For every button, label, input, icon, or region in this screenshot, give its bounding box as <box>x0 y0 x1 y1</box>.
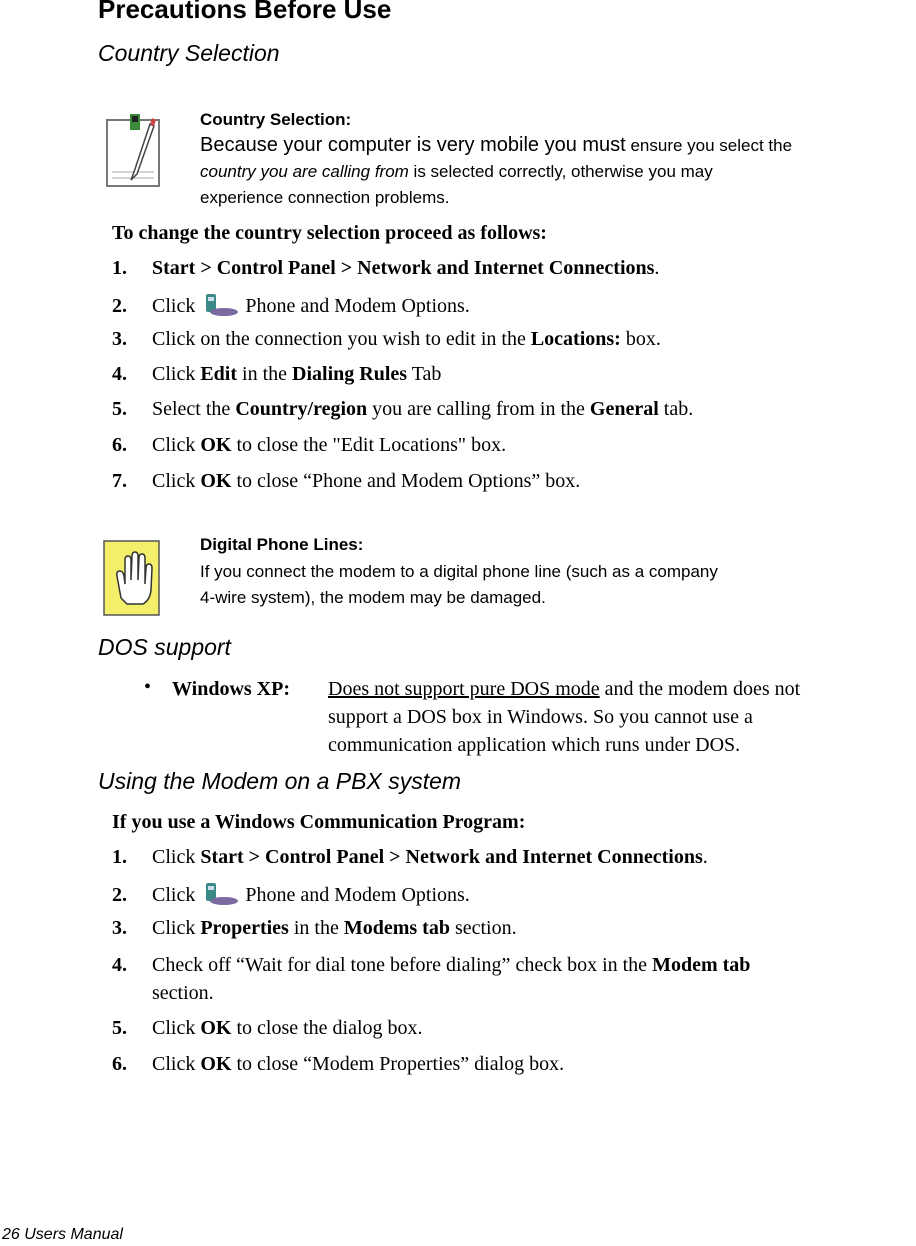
note-line-3: experience connection problems. <box>200 188 450 207</box>
list-item: 4. Check off “Wait for dial tone before dialing” check box in the Modem tab <box>112 954 751 976</box>
section-pbx: Using the Modem on a PBX system <box>98 768 462 794</box>
list-item: 6. Click OK to close the "Edit Locations" box. <box>112 434 507 456</box>
note-heading: Country Selection: <box>200 110 352 129</box>
warning-hand-icon <box>103 540 160 616</box>
steps-intro: If you use a Windows Communication Program: <box>112 811 526 833</box>
list-item: 5. Click OK to close the dialog box. <box>112 1017 423 1039</box>
bullet: • <box>144 676 152 698</box>
phone-modem-icon <box>200 292 240 318</box>
steps-intro: To change the country selection proceed as follows: <box>112 222 547 244</box>
list-item: 3. Click Properties in the Modems tab section. <box>112 917 517 939</box>
phone-modem-icon <box>200 881 240 907</box>
page-footer: 26 Users Manual <box>2 1226 123 1243</box>
list-item: 2. Click Phone and Modem Options. <box>112 881 470 907</box>
list-item: 5. Select the Country/region you are calling from in the General tab. <box>112 398 694 420</box>
note-line-1: If you connect the modem to a digital phone line (such as a company <box>200 562 718 581</box>
page-title: Precautions Before Use <box>98 0 392 24</box>
section-dos-support: DOS support <box>98 634 231 660</box>
dos-line-2: support a DOS box in Windows. So you cannot use a <box>328 706 753 728</box>
note-line-1: Because your computer is very mobile you must ensure you select the <box>200 134 793 156</box>
section-country-selection: Country Selection <box>98 40 280 66</box>
notepad-pencil-icon <box>104 110 164 190</box>
note-line-2: country you are calling from is selected correctly, otherwise you may <box>200 162 713 181</box>
list-item: 6. Click OK to close “Modem Properties” dialog box. <box>112 1053 565 1075</box>
list-item: 2. Click Phone and Modem Options. <box>112 292 470 318</box>
list-item-continued: section. <box>152 982 214 1004</box>
note-line-2: 4-wire system), the modem may be damaged. <box>200 588 546 607</box>
list-item: 4. Click Edit in the Dialing Rules Tab <box>112 363 442 385</box>
list-item: 1. Click Start > Control Panel > Network and Internet Connections. <box>112 846 708 868</box>
note-heading: Digital Phone Lines: <box>200 535 364 554</box>
dos-line-1: Does not support pure DOS mode and the modem does not <box>328 678 801 700</box>
list-item: 7. Click OK to close “Phone and Modem Options” box. <box>112 470 581 492</box>
dos-label: Windows XP: <box>172 678 290 700</box>
list-item: 3. Click on the connection you wish to edit in the Locations: box. <box>112 328 661 350</box>
list-item: 1. Start > Control Panel > Network and Internet Connections. <box>112 257 660 279</box>
dos-line-3: communication application which runs under DOS. <box>328 734 741 756</box>
